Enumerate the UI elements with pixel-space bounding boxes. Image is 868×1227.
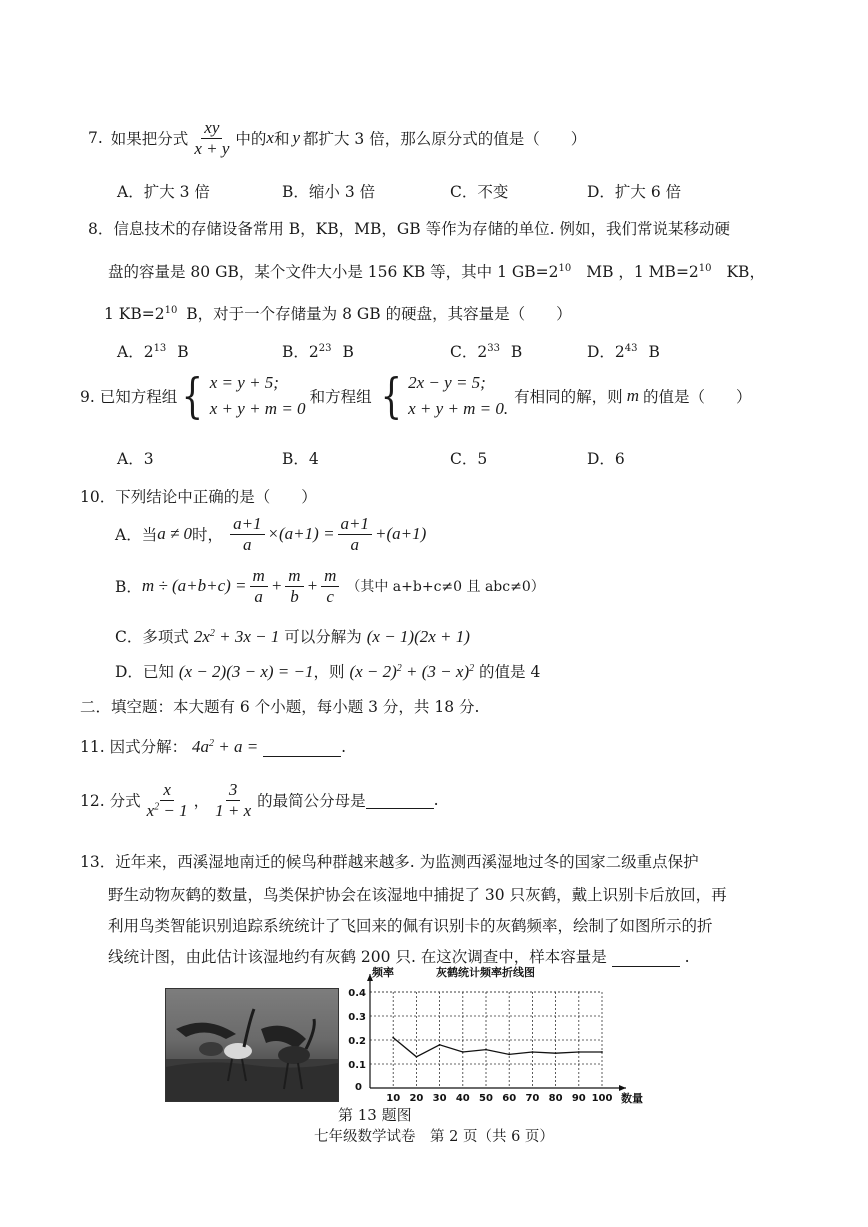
math-expr: a ≠ 0: [157, 524, 193, 544]
exponent: 43: [624, 342, 638, 354]
math-expr: + 3x − 1: [214, 627, 280, 646]
section-heading: 二．填空题：本大题有 6 个小题，每小题 3 分，共 18 分.: [80, 698, 480, 716]
equation-system-1: [177, 370, 305, 423]
chart-title: 灰鹤统计频率折线图: [436, 966, 535, 979]
data-point: [555, 1052, 557, 1054]
exponent: 10: [698, 262, 712, 274]
fraction-denominator: a: [254, 586, 263, 606]
x-tick-label: 50: [479, 1093, 493, 1104]
exponent: 13: [153, 342, 167, 354]
exponent: 2: [396, 662, 402, 674]
answer-blank[interactable]: [263, 740, 341, 757]
text: C．多项式: [115, 628, 189, 646]
option-b: B．缩小 3 倍: [282, 183, 376, 201]
chart-grid: [370, 992, 602, 1088]
math-expr: m ÷ (a+b+c) =: [141, 576, 247, 596]
option-a: A．3: [117, 450, 154, 468]
data-point: [392, 1037, 394, 1039]
data-point: [532, 1051, 534, 1053]
question-text: 线统计图，由此估计该湿地约有灰鹤 200 只. 在这次调查中，样本容量是: [108, 948, 607, 966]
fraction-denominator: b: [290, 586, 299, 606]
plus-sign: +: [306, 576, 319, 596]
question-number: 7.: [88, 129, 103, 148]
fraction-numerator: x: [160, 780, 174, 801]
origin-label: 0: [355, 1082, 362, 1093]
fraction: [212, 780, 254, 820]
fraction: [230, 514, 264, 554]
text: B: [177, 343, 189, 361]
y-axis-label: 频率: [372, 966, 394, 979]
x-tick-label: 20: [409, 1093, 424, 1104]
brace-icon: {: [380, 368, 402, 425]
question-text: 有相同的解，则: [514, 388, 623, 407]
data-point: [462, 1051, 464, 1053]
variable: y: [292, 128, 300, 148]
equation: 2x − y = 5;: [408, 373, 486, 392]
question-text: 中的: [235, 130, 267, 149]
fraction-numerator: xy: [201, 118, 222, 139]
text: .: [684, 948, 690, 966]
text: C．2: [450, 343, 488, 361]
fraction: [321, 566, 339, 606]
text: ，则: [313, 663, 345, 681]
text: B: [510, 343, 523, 361]
fraction-numerator: 3: [226, 780, 241, 801]
question-text: 的最简公分母是: [257, 792, 366, 811]
question-13-line: 13．近年来，西溪湿地南迁的候鸟种群越来越多. 为监测西溪湿地过冬的国家二级重点保护: [80, 853, 699, 871]
fraction-denominator: a: [350, 534, 360, 554]
question-text: 的值是（ ）: [642, 388, 752, 407]
text: 时，: [192, 526, 224, 545]
text: .: [341, 738, 347, 756]
answer-blank[interactable]: [366, 792, 434, 809]
text: ，: [193, 792, 210, 811]
option-d: [115, 660, 540, 682]
x-tick-label: 40: [455, 1093, 470, 1104]
question-7-stem: [88, 118, 586, 158]
exponent: 33: [487, 342, 500, 354]
text: 盘的容量是 80 GB，某个文件大小是 156 KB 等，其中 1 GB=2: [108, 263, 559, 281]
text: （其中 a+b+c≠0 且 abc≠0）: [346, 579, 545, 596]
equation: x + y + m = 0: [209, 399, 306, 419]
text: .: [433, 791, 439, 810]
option-a: [115, 514, 426, 554]
chart-axes: [367, 974, 626, 1091]
fraction-denominator: 1 + x: [215, 800, 252, 820]
y-tick-label: 0.2: [348, 1036, 366, 1047]
text: B: [648, 343, 660, 361]
question-9-stem: [80, 370, 751, 423]
y-tick-label: 0.4: [348, 988, 366, 999]
x-tick-label: 90: [571, 1093, 586, 1104]
data-point: [601, 1051, 603, 1053]
option-a: [117, 340, 189, 362]
data-point: [416, 1056, 418, 1058]
question-text: 和方程组: [309, 388, 372, 407]
x-tick-label: 60: [502, 1093, 517, 1104]
fraction: [285, 566, 303, 606]
option-c: [450, 340, 522, 362]
brace-icon: {: [181, 368, 204, 425]
text: A．2: [117, 343, 154, 361]
exponent: 10: [164, 304, 178, 316]
variable: m: [626, 386, 639, 406]
option-c: C．不变: [450, 183, 509, 201]
x-tick-label: 70: [525, 1093, 540, 1104]
question-8-line: [108, 260, 765, 282]
chart-labels: [348, 965, 643, 1105]
option-d: D．扩大 6 倍: [587, 183, 682, 201]
question-text: 如果把分式: [110, 130, 189, 149]
data-point: [578, 1051, 580, 1053]
math-expr: (x − 2): [349, 662, 397, 681]
exponent: 2: [469, 662, 475, 674]
text: B．: [115, 578, 142, 597]
x-tick-label: 10: [386, 1093, 401, 1104]
x-tick-label: 30: [432, 1093, 447, 1104]
figure-caption: 第 13 题图: [338, 1106, 412, 1124]
math-expr: (x − 2)(3 − x) = −1: [178, 662, 314, 681]
exponent: 10: [558, 262, 572, 274]
question-text: 9. 已知方程组: [80, 388, 178, 407]
option-c: [115, 625, 470, 647]
math-expr: + (3 − x): [401, 662, 470, 681]
fraction-numerator: a+1: [230, 514, 264, 535]
text: 1 KB=2: [104, 305, 165, 323]
text: D．2: [587, 343, 625, 361]
math-expr: (x − 1)(2x + 1): [366, 627, 470, 646]
option-b: [282, 340, 354, 362]
math-expr: ×(a+1) =: [267, 524, 335, 544]
fraction: [191, 118, 232, 158]
fraction: [338, 514, 372, 554]
fraction-numerator: m: [285, 566, 303, 587]
question-text: 11. 因式分解：: [80, 738, 188, 756]
text: 可以分解为: [284, 628, 362, 646]
variable: x: [266, 128, 274, 148]
crane-photo-image: [166, 989, 338, 1101]
series-line: [393, 1038, 602, 1057]
exponent: 2: [154, 800, 160, 812]
y-tick-label: 0.3: [348, 1012, 366, 1023]
question-13-line: 野生动物灰鹤的数量，鸟类保护协会在该湿地中捕捉了 30 只灰鹤，戴上识别卡后放回，再: [108, 886, 727, 904]
math-expr: +(a+1): [375, 524, 427, 544]
data-point: [439, 1044, 441, 1046]
exponent: 2: [209, 737, 215, 749]
equation: x = y + 5;: [209, 373, 279, 392]
option-b: B．4: [282, 450, 319, 468]
exponent: 2: [209, 627, 215, 639]
question-text: 和: [273, 130, 290, 149]
text: B，对于一个存储量为 8 GB 的硬盘，其容量是（ ）: [186, 305, 572, 323]
math-expr: 4a: [192, 737, 210, 756]
fraction-numerator: a+1: [338, 514, 372, 535]
option-c: C．5: [450, 450, 488, 468]
frequency-line-chart: [340, 962, 650, 1110]
question-text: 都扩大 3 倍，那么原分式的值是（ ）: [303, 130, 587, 149]
question-8-line: [104, 302, 572, 324]
x-axis-label: 数量: [621, 1092, 643, 1105]
math-expr: − 1: [159, 800, 188, 820]
option-d: D．6: [587, 450, 625, 468]
fraction: [144, 780, 191, 820]
math-expr: + a =: [214, 737, 259, 756]
text: B: [342, 343, 354, 361]
data-point: [485, 1049, 487, 1051]
exponent: 23: [318, 342, 332, 354]
option-a: A．扩大 3 倍: [117, 183, 210, 201]
x-tick-label: 100: [591, 1093, 613, 1104]
text: B．2: [282, 343, 319, 361]
option-b: [115, 566, 545, 606]
data-point: [508, 1054, 510, 1056]
question-text: 12. 分式: [80, 792, 141, 811]
question-13-line: 利用鸟类智能识别追踪系统统计了飞回来的佩有识别卡的灰鹤频率，绘制了如图所示的折: [108, 917, 713, 935]
fraction-denominator: [144, 801, 191, 821]
math-expr: 2x: [193, 627, 210, 646]
math-expr: x: [146, 800, 155, 820]
text: 的值是 4: [479, 663, 541, 681]
page-footer: 七年级数学试卷 第 2 页（共 6 页）: [314, 1129, 554, 1145]
x-tick-label: 80: [548, 1093, 563, 1104]
fraction-denominator: a: [243, 534, 252, 554]
fraction: [250, 566, 268, 606]
question-11: [80, 735, 346, 757]
question-8-line: 8．信息技术的存储设备常用 B，KB，MB，GB 等作为存储的单位. 例如，我们常说某移动硬: [88, 220, 730, 238]
equation-system-2: [376, 370, 509, 423]
text: MB ，1 MB=2: [586, 263, 699, 281]
fraction-denominator: x + y: [194, 138, 230, 158]
plus-sign: +: [270, 576, 283, 596]
equation: x + y + m = 0.: [408, 399, 509, 419]
fraction-numerator: m: [321, 566, 339, 587]
option-d: [587, 340, 660, 362]
text: D．已知: [115, 663, 174, 681]
question-12: [80, 780, 439, 820]
x-axis-arrow-icon: [619, 1085, 626, 1091]
y-tick-label: 0.1: [348, 1060, 366, 1071]
fraction-numerator: m: [250, 566, 268, 587]
question-10-stem: 10．下列结论中正确的是（ ）: [80, 488, 317, 506]
text: KB，: [726, 263, 765, 281]
fraction-denominator: c: [326, 586, 334, 606]
crane-photo: [165, 988, 339, 1102]
text: A．当: [115, 526, 158, 545]
